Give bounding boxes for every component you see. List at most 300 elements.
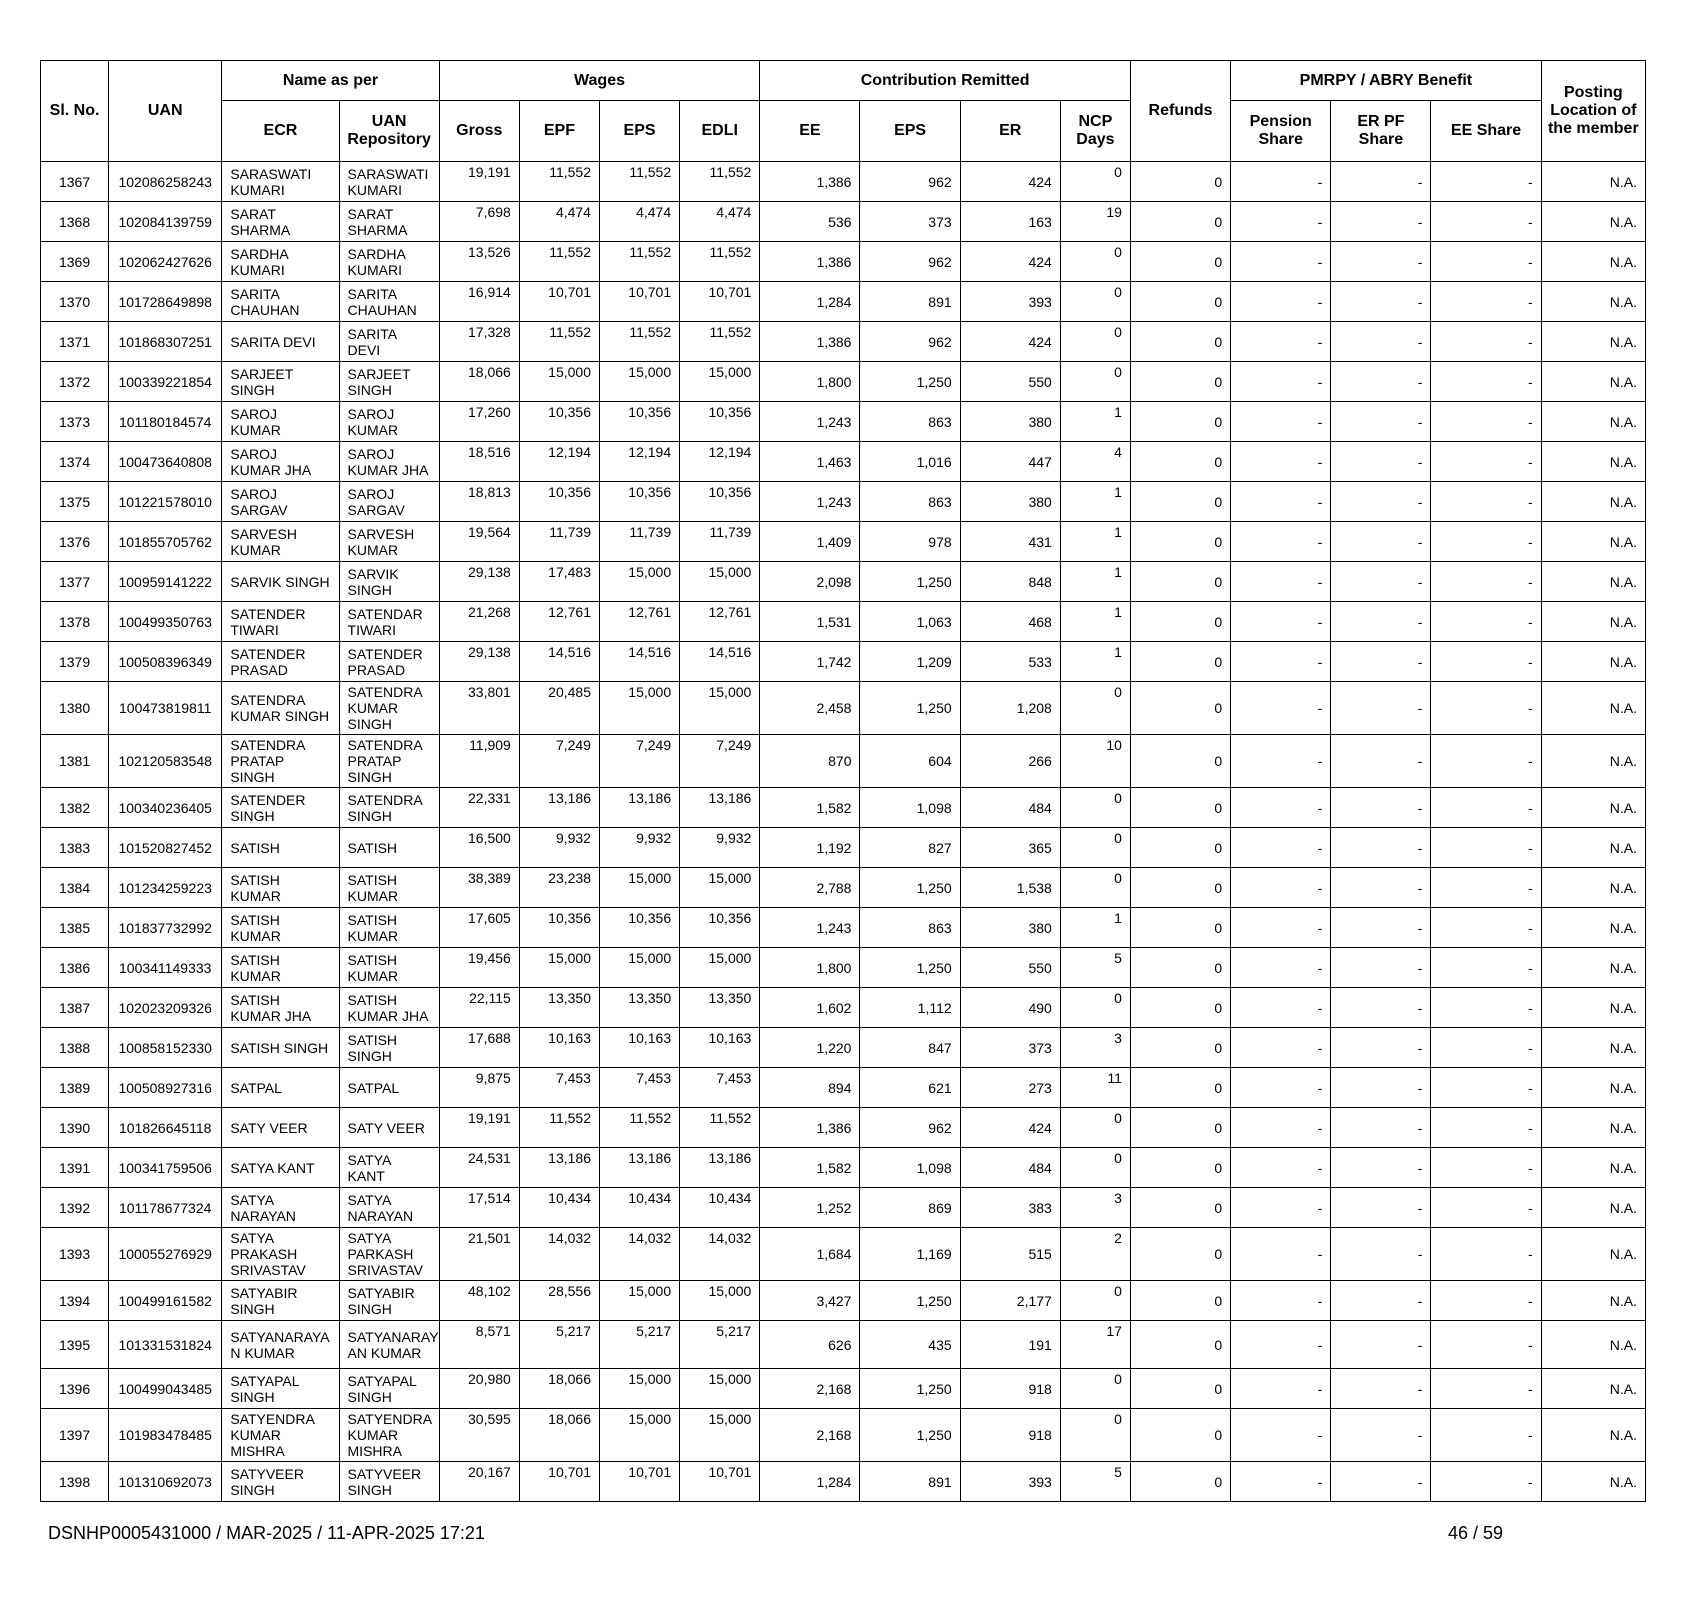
cell-ncp-days: 1 (1060, 642, 1130, 682)
cell-uan: 100339221854 (109, 362, 222, 402)
ecr-contribution-table (40, 60, 1646, 1502)
cell-pension-share: - (1231, 642, 1331, 682)
cell-er-pf-share: - (1331, 1028, 1431, 1068)
cell-ncp-days: 0 (1060, 322, 1130, 362)
cell-refunds: 0 (1130, 602, 1230, 642)
cell-name-ecr: SATYA KANT (222, 1148, 339, 1188)
cell-pension-share: - (1231, 1108, 1331, 1148)
cell-edli: 12,761 (680, 602, 760, 642)
table-row (41, 735, 1646, 788)
cell-sl-no: 1393 (41, 1228, 109, 1281)
cell-er: 1,538 (960, 868, 1060, 908)
cell-pension-share: - (1231, 242, 1331, 282)
cell-epf: 18,066 (519, 1369, 599, 1409)
cell-pension-share: - (1231, 602, 1331, 642)
cell-refunds: 0 (1130, 1028, 1230, 1068)
header-er-pf-share: ER PF Share (1331, 101, 1431, 162)
cell-name-uan-repository: SATENDRA KUMAR SINGH (339, 682, 439, 735)
cell-refunds: 0 (1130, 1148, 1230, 1188)
cell-ncp-days: 1 (1060, 562, 1130, 602)
cell-gross: 7,698 (439, 202, 519, 242)
cell-name-uan-repository: SARASWATI KUMARI (339, 162, 439, 202)
cell-name-ecr: SATYA NARAYAN (222, 1188, 339, 1228)
cell-posting-location: N.A. (1541, 1108, 1645, 1148)
table-row (41, 362, 1646, 402)
cell-sl-no: 1376 (41, 522, 109, 562)
cell-er-pf-share: - (1331, 1321, 1431, 1369)
cell-er: 550 (960, 362, 1060, 402)
cell-eps: 14,516 (599, 642, 679, 682)
cell-epf: 11,552 (519, 322, 599, 362)
cell-ee-share: - (1431, 362, 1541, 402)
cell-uan: 100499161582 (109, 1281, 222, 1321)
cell-ee: 1,582 (760, 1148, 860, 1188)
cell-eps-contribution: 604 (860, 735, 960, 788)
cell-ncp-days: 0 (1060, 828, 1130, 868)
cell-name-ecr: SATISH KUMAR (222, 948, 339, 988)
table-row (41, 322, 1646, 362)
cell-pension-share: - (1231, 362, 1331, 402)
cell-posting-location: N.A. (1541, 1281, 1645, 1321)
cell-refunds: 0 (1130, 948, 1230, 988)
cell-uan: 101520827452 (109, 828, 222, 868)
cell-gross: 13,526 (439, 242, 519, 282)
cell-sl-no: 1385 (41, 908, 109, 948)
cell-pension-share: - (1231, 482, 1331, 522)
cell-ncp-days: 10 (1060, 735, 1130, 788)
cell-epf: 11,739 (519, 522, 599, 562)
cell-ee-share: - (1431, 788, 1541, 828)
cell-uan: 101221578010 (109, 482, 222, 522)
cell-name-ecr: SAROJ SARGAV (222, 482, 339, 522)
cell-ncp-days: 4 (1060, 442, 1130, 482)
cell-er: 918 (960, 1409, 1060, 1462)
cell-epf: 5,217 (519, 1321, 599, 1369)
cell-posting-location: N.A. (1541, 988, 1645, 1028)
cell-name-ecr: SATENDER PRASAD (222, 642, 339, 682)
table-row (41, 402, 1646, 442)
cell-epf: 13,186 (519, 788, 599, 828)
cell-er: 191 (960, 1321, 1060, 1369)
cell-ncp-days: 0 (1060, 988, 1130, 1028)
cell-ee: 626 (760, 1321, 860, 1369)
cell-ee: 1,409 (760, 522, 860, 562)
cell-gross: 8,571 (439, 1321, 519, 1369)
cell-uan: 100340236405 (109, 788, 222, 828)
table-row (41, 1409, 1646, 1462)
cell-er: 468 (960, 602, 1060, 642)
cell-name-ecr: SATISH (222, 828, 339, 868)
cell-eps: 4,474 (599, 202, 679, 242)
cell-name-uan-repository: SATPAL (339, 1068, 439, 1108)
cell-ee: 2,168 (760, 1369, 860, 1409)
cell-ee-share: - (1431, 735, 1541, 788)
cell-ee-share: - (1431, 1369, 1541, 1409)
cell-name-ecr: SATENDRA PRATAP SINGH (222, 735, 339, 788)
cell-gross: 22,115 (439, 988, 519, 1028)
cell-epf: 15,000 (519, 362, 599, 402)
cell-refunds: 0 (1130, 1188, 1230, 1228)
cell-sl-no: 1384 (41, 868, 109, 908)
cell-name-uan-repository: SAROJ KUMAR (339, 402, 439, 442)
cell-posting-location: N.A. (1541, 482, 1645, 522)
cell-edli: 10,701 (680, 282, 760, 322)
cell-posting-location: N.A. (1541, 682, 1645, 735)
cell-refunds: 0 (1130, 868, 1230, 908)
cell-er: 380 (960, 908, 1060, 948)
cell-edli: 11,739 (680, 522, 760, 562)
cell-er-pf-share: - (1331, 1148, 1431, 1188)
table-row (41, 682, 1646, 735)
cell-er-pf-share: - (1331, 562, 1431, 602)
cell-edli: 11,552 (680, 322, 760, 362)
cell-ncp-days: 0 (1060, 788, 1130, 828)
table-row (41, 1068, 1646, 1108)
cell-pension-share: - (1231, 1228, 1331, 1281)
cell-er-pf-share: - (1331, 735, 1431, 788)
cell-name-ecr: SATENDRA KUMAR SINGH (222, 682, 339, 735)
cell-edli: 4,474 (680, 202, 760, 242)
cell-name-uan-repository: SAROJ KUMAR JHA (339, 442, 439, 482)
cell-eps-contribution: 435 (860, 1321, 960, 1369)
cell-posting-location: N.A. (1541, 1462, 1645, 1502)
cell-ee-share: - (1431, 562, 1541, 602)
cell-gross: 30,595 (439, 1409, 519, 1462)
cell-name-uan-repository: SARVIK SINGH (339, 562, 439, 602)
cell-eps-contribution: 978 (860, 522, 960, 562)
cell-edli: 7,453 (680, 1068, 760, 1108)
cell-ee: 1,252 (760, 1188, 860, 1228)
cell-er-pf-share: - (1331, 1281, 1431, 1321)
cell-ee-share: - (1431, 1028, 1541, 1068)
cell-sl-no: 1388 (41, 1028, 109, 1068)
cell-ee-share: - (1431, 1188, 1541, 1228)
cell-eps-contribution: 827 (860, 828, 960, 868)
cell-eps-contribution: 1,063 (860, 602, 960, 642)
cell-uan: 101868307251 (109, 322, 222, 362)
cell-gross: 11,909 (439, 735, 519, 788)
cell-eps: 15,000 (599, 868, 679, 908)
header-contribution-remitted: Contribution Remitted (760, 61, 1131, 101)
cell-eps: 12,194 (599, 442, 679, 482)
cell-posting-location: N.A. (1541, 948, 1645, 988)
cell-er: 393 (960, 1462, 1060, 1502)
cell-edli: 7,249 (680, 735, 760, 788)
cell-er: 373 (960, 1028, 1060, 1068)
cell-uan: 102062427626 (109, 242, 222, 282)
cell-eps-contribution: 869 (860, 1188, 960, 1228)
cell-er-pf-share: - (1331, 522, 1431, 562)
cell-name-uan-repository: SARDHA KUMARI (339, 242, 439, 282)
cell-gross: 19,191 (439, 1108, 519, 1148)
cell-name-ecr: SATISH KUMAR (222, 868, 339, 908)
header-ncp-days: NCP Days (1060, 101, 1130, 162)
cell-er: 1,208 (960, 682, 1060, 735)
cell-er-pf-share: - (1331, 1369, 1431, 1409)
cell-gross: 21,501 (439, 1228, 519, 1281)
cell-epf: 13,350 (519, 988, 599, 1028)
cell-name-ecr: SARDHA KUMARI (222, 242, 339, 282)
cell-posting-location: N.A. (1541, 1028, 1645, 1068)
header-wages: Wages (439, 61, 760, 101)
cell-er-pf-share: - (1331, 642, 1431, 682)
cell-ee: 1,192 (760, 828, 860, 868)
cell-sl-no: 1397 (41, 1409, 109, 1462)
cell-name-uan-repository: SARAT SHARMA (339, 202, 439, 242)
cell-posting-location: N.A. (1541, 1068, 1645, 1108)
cell-pension-share: - (1231, 828, 1331, 868)
cell-eps-contribution: 1,250 (860, 1281, 960, 1321)
cell-sl-no: 1398 (41, 1462, 109, 1502)
cell-eps: 12,761 (599, 602, 679, 642)
cell-ncp-days: 2 (1060, 1228, 1130, 1281)
cell-name-uan-repository: SATYA PARKASH SRIVASTAV (339, 1228, 439, 1281)
cell-er: 515 (960, 1228, 1060, 1281)
cell-er: 393 (960, 282, 1060, 322)
table-row (41, 602, 1646, 642)
cell-eps: 10,434 (599, 1188, 679, 1228)
cell-posting-location: N.A. (1541, 602, 1645, 642)
cell-ee: 2,788 (760, 868, 860, 908)
cell-ncp-days: 5 (1060, 1462, 1130, 1502)
cell-eps: 10,163 (599, 1028, 679, 1068)
cell-eps: 10,701 (599, 1462, 679, 1502)
cell-er: 380 (960, 402, 1060, 442)
cell-pension-share: - (1231, 1321, 1331, 1369)
cell-gross: 29,138 (439, 562, 519, 602)
cell-epf: 28,556 (519, 1281, 599, 1321)
cell-ee: 1,800 (760, 362, 860, 402)
header-name-as-per: Name as per (222, 61, 439, 101)
cell-name-ecr: SARITA CHAUHAN (222, 282, 339, 322)
cell-refunds: 0 (1130, 202, 1230, 242)
cell-eps-contribution: 1,016 (860, 442, 960, 482)
header-uan: UAN (109, 61, 222, 162)
cell-ncp-days: 0 (1060, 1409, 1130, 1462)
cell-posting-location: N.A. (1541, 1228, 1645, 1281)
cell-name-uan-repository: SATISH KUMAR JHA (339, 988, 439, 1028)
cell-eps: 11,739 (599, 522, 679, 562)
cell-ee: 1,582 (760, 788, 860, 828)
cell-gross: 19,456 (439, 948, 519, 988)
cell-uan: 100508927316 (109, 1068, 222, 1108)
cell-sl-no: 1372 (41, 362, 109, 402)
cell-ee: 1,463 (760, 442, 860, 482)
cell-eps: 13,186 (599, 1148, 679, 1188)
cell-eps-contribution: 962 (860, 322, 960, 362)
cell-edli: 5,217 (680, 1321, 760, 1369)
cell-eps: 15,000 (599, 562, 679, 602)
cell-epf: 10,356 (519, 402, 599, 442)
header-refunds: Refunds (1130, 61, 1230, 162)
cell-ncp-days: 0 (1060, 162, 1130, 202)
cell-edli: 10,434 (680, 1188, 760, 1228)
table-row (41, 1188, 1646, 1228)
cell-sl-no: 1394 (41, 1281, 109, 1321)
cell-edli: 9,932 (680, 828, 760, 868)
cell-er-pf-share: - (1331, 988, 1431, 1028)
cell-posting-location: N.A. (1541, 282, 1645, 322)
cell-uan: 101178677324 (109, 1188, 222, 1228)
cell-posting-location: N.A. (1541, 735, 1645, 788)
cell-eps-contribution: 891 (860, 282, 960, 322)
cell-edli: 15,000 (680, 948, 760, 988)
cell-name-uan-repository: SATYAPAL SINGH (339, 1369, 439, 1409)
cell-ee: 3,427 (760, 1281, 860, 1321)
cell-uan: 100341759506 (109, 1148, 222, 1188)
table-row (41, 162, 1646, 202)
cell-er-pf-share: - (1331, 1462, 1431, 1502)
cell-pension-share: - (1231, 522, 1331, 562)
cell-epf: 11,552 (519, 242, 599, 282)
cell-sl-no: 1375 (41, 482, 109, 522)
cell-ee-share: - (1431, 442, 1541, 482)
cell-ncp-days: 19 (1060, 202, 1130, 242)
cell-uan: 101180184574 (109, 402, 222, 442)
cell-refunds: 0 (1130, 642, 1230, 682)
cell-ncp-days: 1 (1060, 908, 1130, 948)
cell-ncp-days: 1 (1060, 482, 1130, 522)
cell-epf: 12,761 (519, 602, 599, 642)
cell-eps: 15,000 (599, 362, 679, 402)
cell-ncp-days: 0 (1060, 868, 1130, 908)
cell-posting-location: N.A. (1541, 1188, 1645, 1228)
cell-refunds: 0 (1130, 908, 1230, 948)
cell-er-pf-share: - (1331, 482, 1431, 522)
cell-refunds: 0 (1130, 1068, 1230, 1108)
cell-ncp-days: 1 (1060, 602, 1130, 642)
cell-epf: 10,163 (519, 1028, 599, 1068)
cell-refunds: 0 (1130, 442, 1230, 482)
cell-name-uan-repository: SATENDAR TIWARI (339, 602, 439, 642)
cell-gross: 9,875 (439, 1068, 519, 1108)
cell-refunds: 0 (1130, 1228, 1230, 1281)
cell-edli: 14,032 (680, 1228, 760, 1281)
cell-refunds: 0 (1130, 1369, 1230, 1409)
cell-eps: 13,186 (599, 788, 679, 828)
cell-pension-share: - (1231, 908, 1331, 948)
cell-name-ecr: SARITA DEVI (222, 322, 339, 362)
cell-uan: 100055276929 (109, 1228, 222, 1281)
cell-pension-share: - (1231, 682, 1331, 735)
cell-ee: 870 (760, 735, 860, 788)
cell-refunds: 0 (1130, 828, 1230, 868)
cell-ee: 2,458 (760, 682, 860, 735)
cell-name-uan-repository: SARITA CHAUHAN (339, 282, 439, 322)
cell-er: 424 (960, 242, 1060, 282)
cell-uan: 101728649898 (109, 282, 222, 322)
cell-edli: 15,000 (680, 1281, 760, 1321)
cell-name-ecr: SATISH KUMAR JHA (222, 988, 339, 1028)
cell-name-ecr: SATISH SINGH (222, 1028, 339, 1068)
cell-ee-share: - (1431, 1462, 1541, 1502)
cell-uan: 101331531824 (109, 1321, 222, 1369)
cell-name-uan-repository: SARVESH KUMAR (339, 522, 439, 562)
cell-pension-share: - (1231, 1028, 1331, 1068)
cell-er-pf-share: - (1331, 828, 1431, 868)
cell-posting-location: N.A. (1541, 322, 1645, 362)
cell-ncp-days: 0 (1060, 1148, 1130, 1188)
header-eps: EPS (599, 101, 679, 162)
cell-er-pf-share: - (1331, 162, 1431, 202)
cell-er: 490 (960, 988, 1060, 1028)
cell-ncp-days: 0 (1060, 1108, 1130, 1148)
cell-epf: 14,032 (519, 1228, 599, 1281)
cell-er: 484 (960, 788, 1060, 828)
cell-refunds: 0 (1130, 162, 1230, 202)
cell-edli: 15,000 (680, 682, 760, 735)
cell-sl-no: 1373 (41, 402, 109, 442)
cell-eps-contribution: 621 (860, 1068, 960, 1108)
footer-page-number: 46 / 59 (1448, 1523, 1504, 1543)
cell-ee: 1,800 (760, 948, 860, 988)
cell-pension-share: - (1231, 1369, 1331, 1409)
cell-name-ecr: SARVESH KUMAR (222, 522, 339, 562)
cell-er-pf-share: - (1331, 362, 1431, 402)
cell-ee: 1,684 (760, 1228, 860, 1281)
header-eps-contribution: EPS (860, 101, 960, 162)
cell-epf: 10,701 (519, 282, 599, 322)
cell-posting-location: N.A. (1541, 1369, 1645, 1409)
cell-sl-no: 1390 (41, 1108, 109, 1148)
cell-edli: 13,350 (680, 988, 760, 1028)
cell-uan: 102120583548 (109, 735, 222, 788)
cell-ee-share: - (1431, 908, 1541, 948)
cell-uan: 100473819811 (109, 682, 222, 735)
cell-epf: 17,483 (519, 562, 599, 602)
cell-refunds: 0 (1130, 1409, 1230, 1462)
cell-refunds: 0 (1130, 1462, 1230, 1502)
cell-eps-contribution: 962 (860, 162, 960, 202)
cell-eps: 10,356 (599, 402, 679, 442)
cell-gross: 17,605 (439, 908, 519, 948)
cell-er: 424 (960, 162, 1060, 202)
cell-edli: 11,552 (680, 242, 760, 282)
cell-er: 484 (960, 1148, 1060, 1188)
cell-posting-location: N.A. (1541, 442, 1645, 482)
cell-name-ecr: SAROJ KUMAR JHA (222, 442, 339, 482)
cell-eps-contribution: 1,250 (860, 1409, 960, 1462)
cell-refunds: 0 (1130, 242, 1230, 282)
cell-edli: 11,552 (680, 1108, 760, 1148)
cell-er-pf-share: - (1331, 908, 1431, 948)
cell-gross: 19,564 (439, 522, 519, 562)
cell-name-uan-repository: SATENDRA SINGH (339, 788, 439, 828)
cell-name-ecr: SATYENDRA KUMAR MISHRA (222, 1409, 339, 1462)
table-row (41, 562, 1646, 602)
cell-name-ecr: SATYVEER SINGH (222, 1462, 339, 1502)
table-row (41, 1281, 1646, 1321)
cell-uan: 100858152330 (109, 1028, 222, 1068)
cell-er: 2,177 (960, 1281, 1060, 1321)
cell-edli: 15,000 (680, 1409, 760, 1462)
cell-gross: 21,268 (439, 602, 519, 642)
cell-pension-share: - (1231, 202, 1331, 242)
cell-posting-location: N.A. (1541, 162, 1645, 202)
cell-sl-no: 1367 (41, 162, 109, 202)
cell-ncp-days: 5 (1060, 948, 1130, 988)
cell-eps: 10,701 (599, 282, 679, 322)
cell-name-ecr: SAROJ KUMAR (222, 402, 339, 442)
cell-er-pf-share: - (1331, 1108, 1431, 1148)
cell-ee: 1,243 (760, 908, 860, 948)
cell-uan: 102023209326 (109, 988, 222, 1028)
cell-sl-no: 1381 (41, 735, 109, 788)
cell-ee-share: - (1431, 1228, 1541, 1281)
cell-er-pf-share: - (1331, 442, 1431, 482)
cell-ee-share: - (1431, 322, 1541, 362)
cell-er-pf-share: - (1331, 322, 1431, 362)
